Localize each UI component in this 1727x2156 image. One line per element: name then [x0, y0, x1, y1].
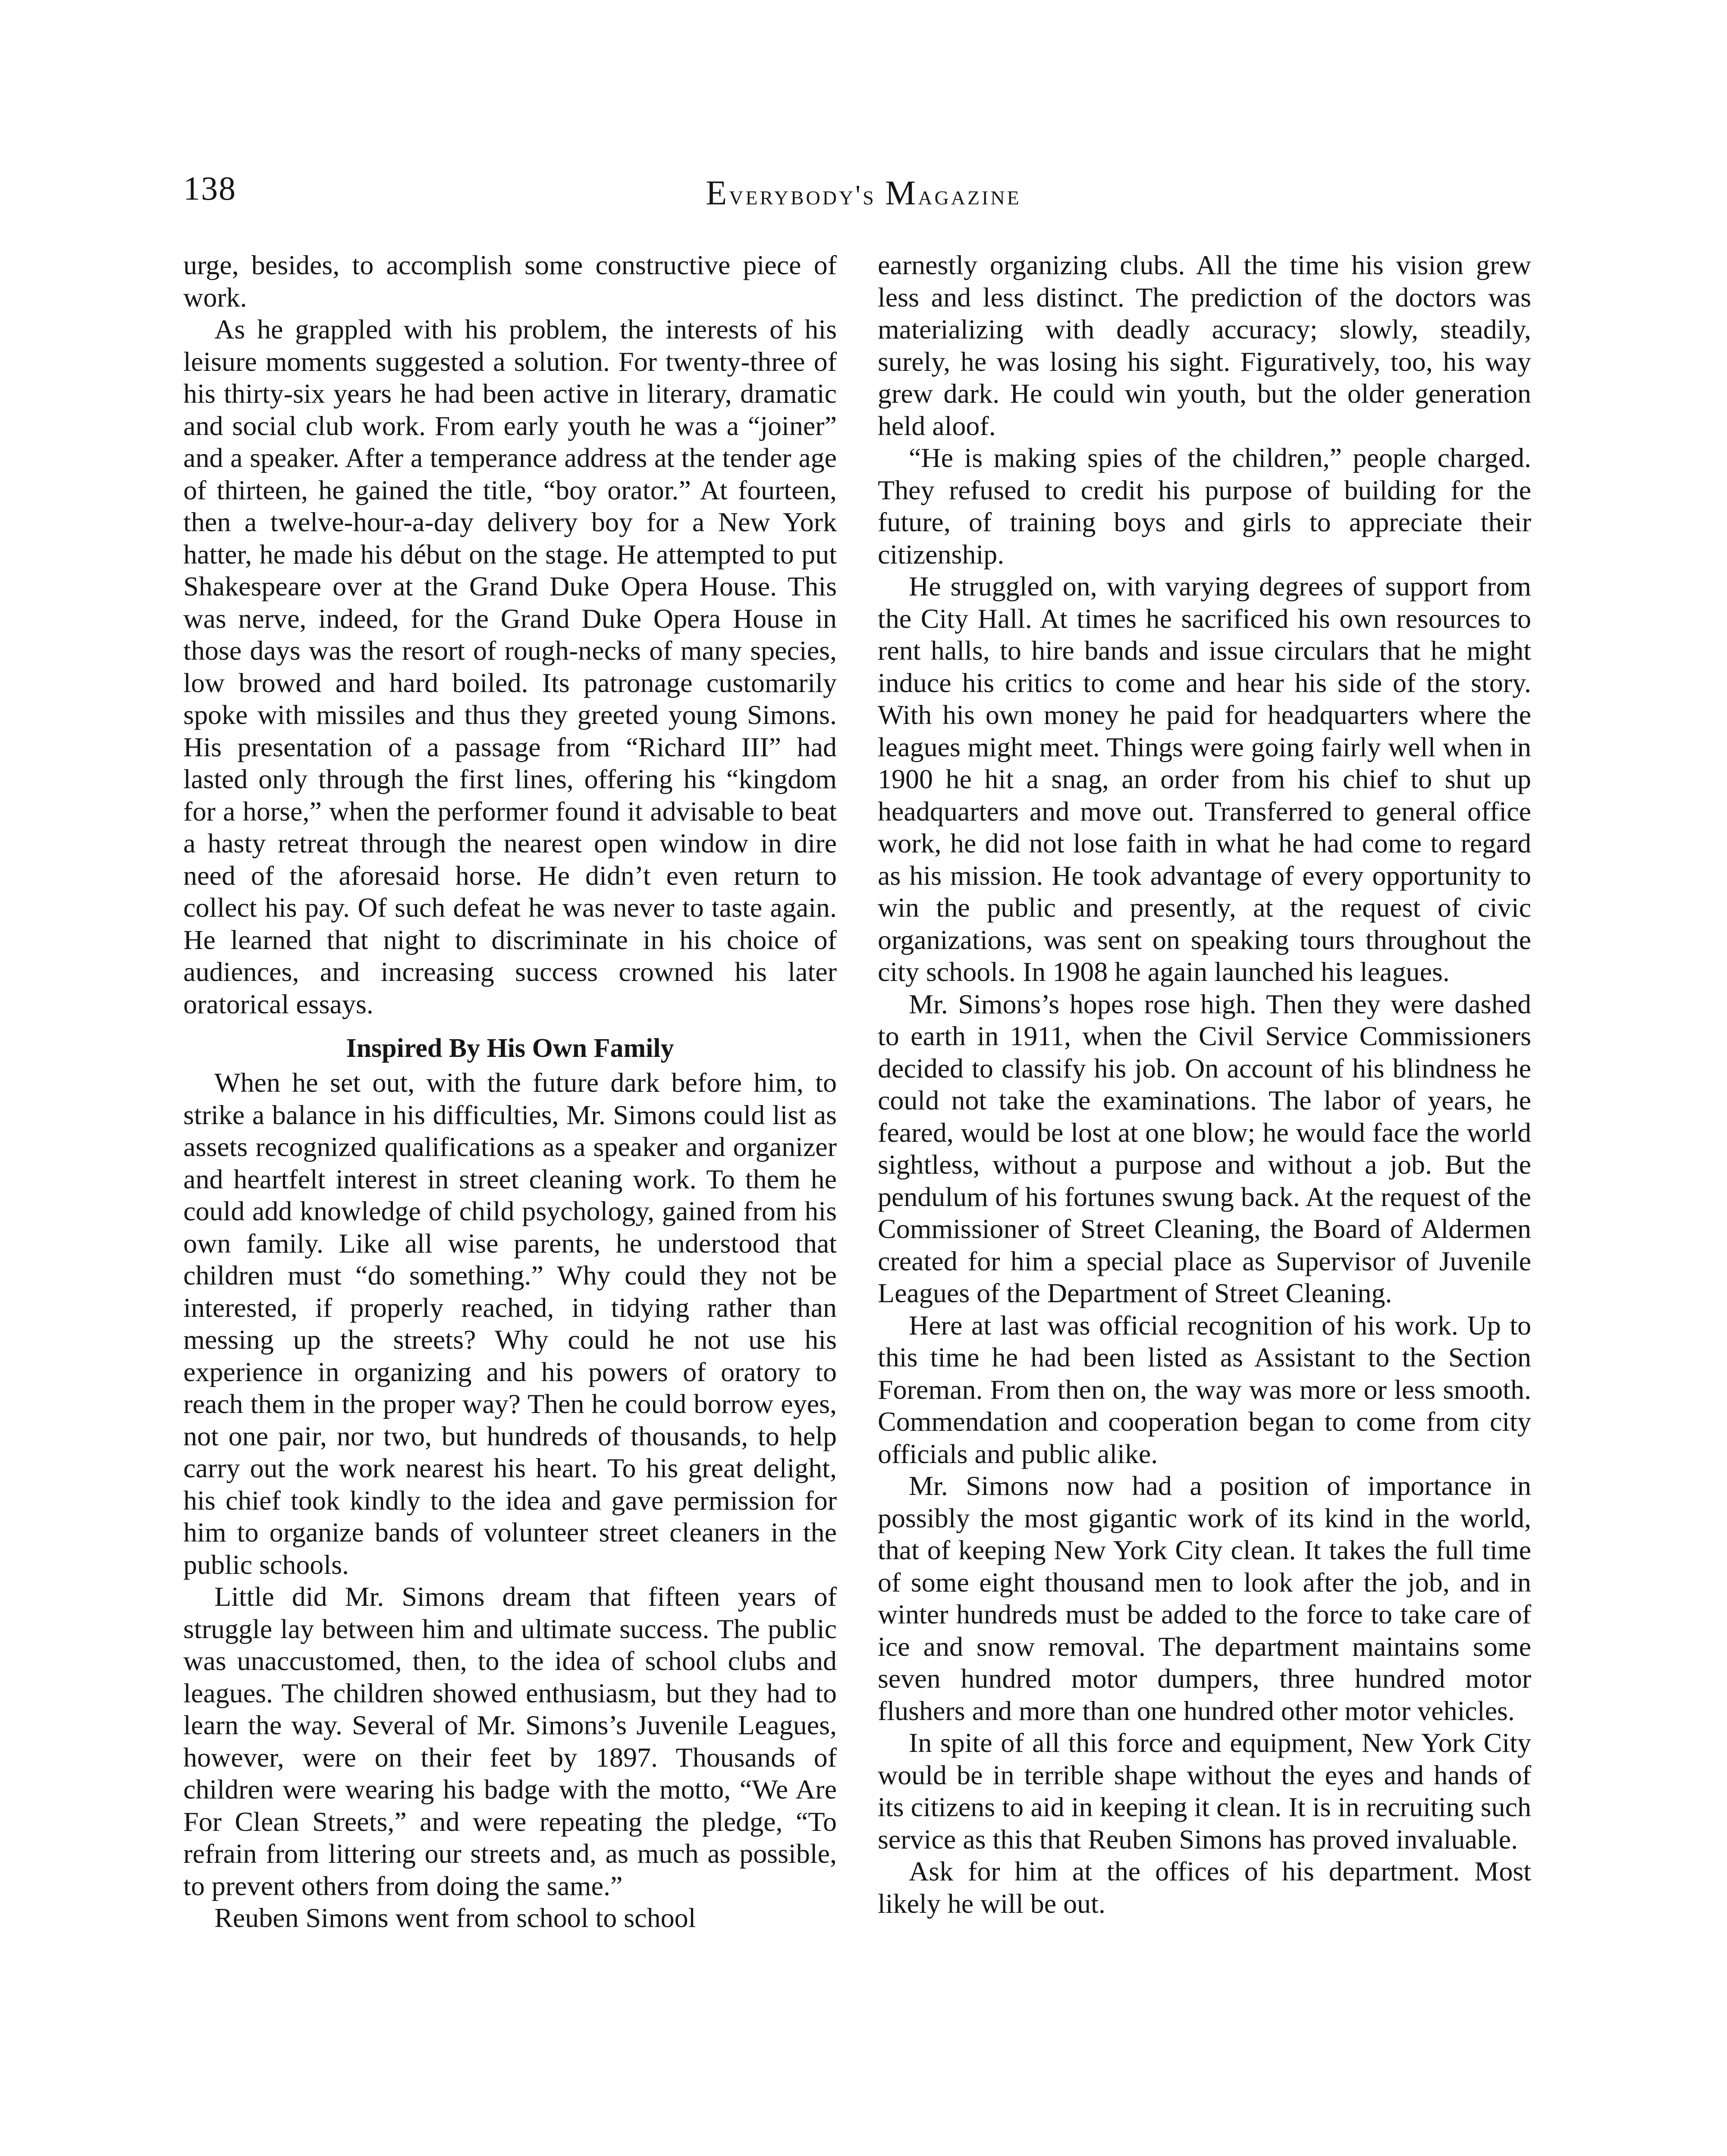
running-head [0, 176, 1727, 210]
section-subheading: Inspired By His Own Family [346, 1034, 674, 1063]
paragraph: Mr. Simons’s hopes rose high. Then they were dashed to earth in 1911, when the Civil Service Commissioners decided to classify his job. On account of his blindness he could not take the examinations. The labor of years, he feared, would be lost at one blow; he would face the world sightless, without a purpose and without a job. But the pendulum of his fortunes swung back. At the request of the Commissioner of Street Cleaning, the Board of Aldermen created for him a special place as Supervisor of Juvenile Leagues of the Department of Street Cleaning. [878, 988, 1531, 1308]
paragraph: Mr. Simons now had a position of importance in possibly the most gigantic work of its kind in the world, that of keeping New York City clean. It takes the full time of some eight thousand men to look after the job, and in winter hundreds must be added to the force to take care of ice and snow removal. The department maintains some seven hundred motor dumpers, three hundred motor flushers and more than one hundred other motor vehicles. [878, 1470, 1531, 1726]
paragraph: Here at last was official recognition of his work. Up to this time he had been listed as Assistant to the Section Foreman. From then on, the way was more or less smooth. Commendation and cooperation began to come from city officials and public alike. [878, 1310, 1531, 1469]
page-number: 138 [183, 169, 236, 207]
paragraph: As he grappled with his problem, the interests of his leisure moments suggested a solution. For twenty-three of his thirty-six years he had been active in literary, dramatic and social club work. From early youth he was a “joiner” and a speaker. After a temperance address at the tender age of thirteen, he gained the title, “boy orator.” At fourteen, then a twelve-hour-a-day delivery boy for a New York hatter, he made his début on the stage. He attempted to put Shakespeare over at the Grand Duke Opera House. This was nerve, indeed, for the Grand Duke Opera House in those days was the resort of rough-necks of many species, low browed and hard boiled. Its patronage customarily spoke with missiles and thus they greeted young Simons. His presentation of a passage from “Richard III” had lasted only through the first lines, offering his “kingdom for a horse,” when the performer found it advisable to beat a hasty retreat through the nearest open window in dire need of the aforesaid horse. He didn’t even return to collect his pay. Of such defeat he was never to taste again. He learned that night to discriminate in his choice of audiences, and increasing success crowned his later oratorical essays. [183, 314, 837, 1019]
paragraph: He struggled on, with varying degrees of support from the City Hall. At times he sacrificed his own resources to rent halls, to hire bands and issue circulars that he might induce his critics to come and hear his side of the story. With his own money he paid for headquarters where the leagues might meet. Things were going fairly well when in 1900 he hit a snag, an order from his chief to shut up headquarters and move out. Transferred to general office work, he did not lose faith in what he had come to regard as his mission. He took advantage of every opportunity to win the public and presently, at the request of civic organizations, was sent on speaking tours throughout the city schools. In 1908 he again launched his leagues. [878, 571, 1531, 987]
running-head-initial-1: E [706, 174, 729, 212]
paragraph: Little did Mr. Simons dream that fifteen years of struggle lay between him and ultimate success. The public was unaccustomed, then, to the idea of school clubs and leagues. The children showed enthusiasm, but they had to learn the way. Several of Mr. Simons’s Juvenile Leagues, however, were on their feet by 1897. Thousands of children were wearing his badge with the motto, “We Are For Clean Streets,” and were repeating the pledge, “To refrain from littering our streets and, as much as possible, to prevent others from doing the same.” [183, 1581, 837, 1901]
paragraph: Reuben Simons went from school to school [214, 1902, 696, 1933]
paragraph: urge, besides, to accomplish some constructive piece of work. [183, 250, 837, 313]
paragraph: earnestly organizing clubs. All the time his vision grew less and less distinct. The prediction of the doctors was materializing with deadly accuracy; slowly, steadily, surely, he was losing his sight. Figuratively, too, his way grew dark. He could win youth, but the older generation held aloof. [878, 250, 1531, 441]
running-head-word-2: agazine [918, 179, 1021, 211]
paragraph: When he set out, with the future dark before him, to strike a balance in his difficulties, Mr. Simons could list as assets recognized qualifications as a speaker and organizer and heartfelt interest in street cleaning work. To them he could add knowledge of child psychology, gained from his own family. Like all wise parents, he understood that children must “do something.” Why could they not be interested, if properly reached, in tidying rather than messing up the streets? Why could he not use his experience in organizing and his powers of oratory to reach them in the proper way? Then he could borrow eyes, not one pair, nor two, but hundreds of thousands, to help carry out the work nearest his heart. To his great delight, his chief took kindly to the idea and gave permission for him to organize bands of volunteer street cleaners in the public schools. [183, 1067, 837, 1580]
paragraph: In spite of all this force and equipment, New York City would be in terrible shape without the eyes and hands of its citizens to aid in keeping it clean. It is in recruiting such service as this that Reuben Simons has proved invaluable. [878, 1727, 1531, 1855]
left-column [183, 249, 837, 1934]
paragraph: Ask for him at the offices of his department. Most likely he will be out. [878, 1856, 1531, 1919]
right-column [878, 249, 1531, 1920]
running-head-initial-2: M [885, 174, 918, 212]
running-head-word-1: verybody's [729, 179, 876, 211]
paragraph: “He is making spies of the children,” people charged. They refused to credit his purpose of building for the future, of training boys and girls to appreciate their citizenship. [878, 442, 1531, 570]
